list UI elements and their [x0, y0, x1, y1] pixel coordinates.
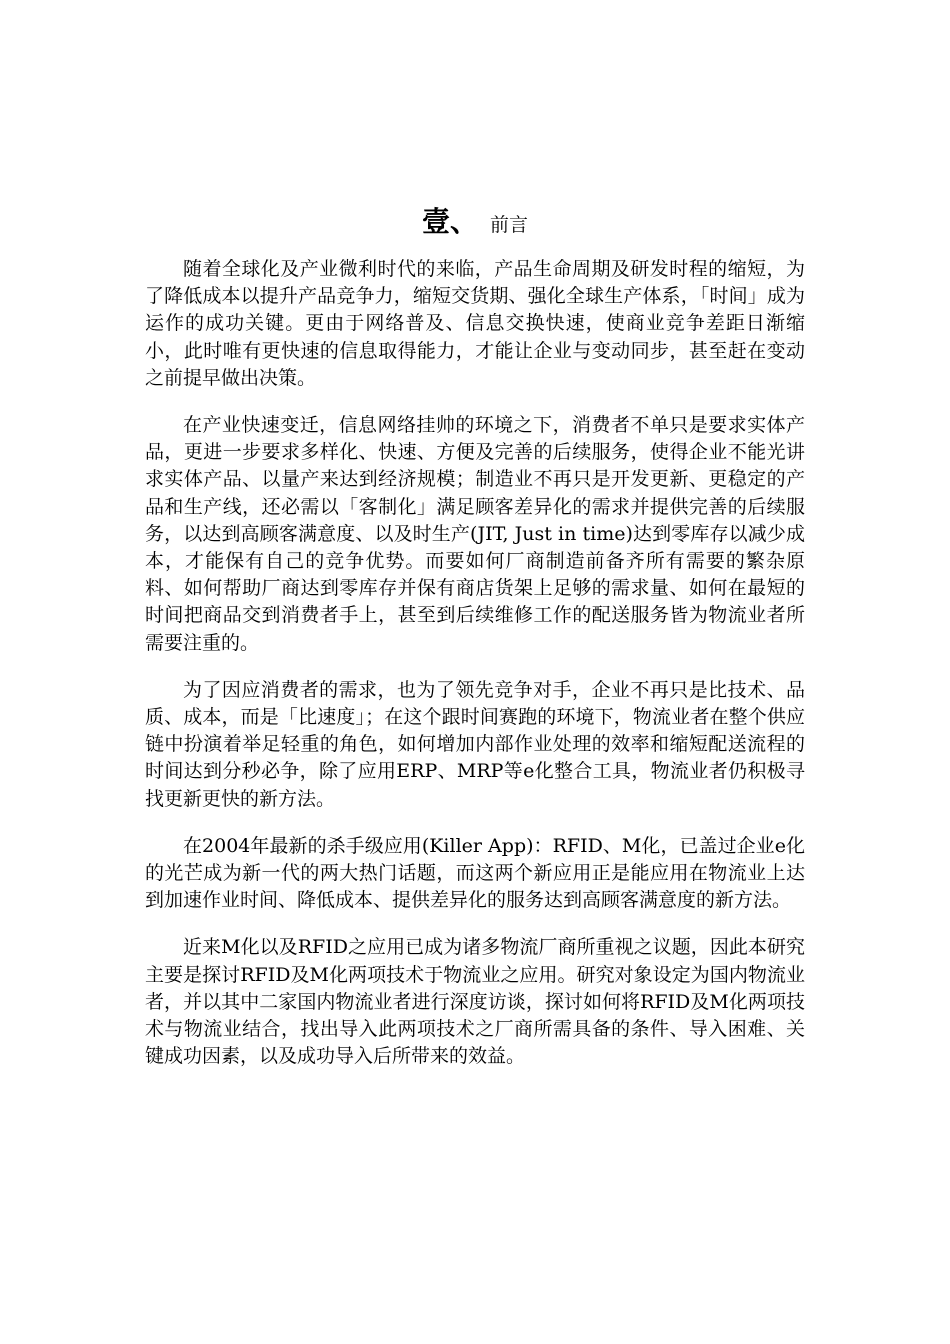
section-number: 壹、 [421, 205, 478, 238]
paragraph-4: 在2004年最新的杀手级应用(Killer App)：RFID、M化，已盖过企业e化的光芒成为新一代的两大热门话题，而这两个新应用正是能应用在物流业上达到加速作业时间、降低成本、提供差异化的服务达到高顾客满意度的新方法。 [145, 834, 805, 912]
section-title: 前言 [490, 214, 529, 236]
paragraph-1: 随着全球化及产业微利时代的来临，产品生命周期及研发时程的缩短，为了降低成本以提升产品竞争力，缩短交货期、强化全球生产体系，「时间」成为运作的成功关键。更由于网络普及、信息交换快速，使商业竞争差距日渐缩小，此时唯有更快速的信息取得能力，才能让企业与变动同步，甚至赶在变动之前提早做出决策。 [145, 258, 805, 389]
paragraph-3: 为了因应消费者的需求，也为了领先竞争对手，企业不再只是比技术、品质、成本，而是「比速度」；在这个跟时间赛跑的环境下，物流业者在整个供应链中扮演着举足轻重的角色，如何增加内部作业处理的效率和缩短配送流程的时间达到分秒必争，除了应用ERP、MRP等e化整合工具，物流业者仍积极寻找更新更快的新方法。 [145, 678, 805, 810]
section-heading [0, 200, 950, 240]
paragraph-5: 近来M化以及RFID之应用已成为诸多物流厂商所重视之议题，因此本研究主要是探讨RFID及M化两项技术于物流业之应用。研究对象设定为国内物流业者，并以其中二家国内物流业者进行深度访谈，探讨如何将RFID及M化两项技术与物流业结合，找出导入此两项技术之厂商所需具备的条件、导入困难、关键成功因素，以及成功导入后所带来的效益。 [145, 936, 805, 1068]
paragraph-2: 在产业快速变迁，信息网络挂帅的环境之下，消费者不单只是要求实体产品，更进一步要求多样化、快速、方便及完善的后续服务，使得企业不能光讲求实体产品、以量产来达到经济规模；制造业不再只是开发更新、更稳定的产品和生产线，还必需以「客制化」满足顾客差异化的需求并提供完善的后续服务，以达到高顾客满意度、以及时生产(JIT, Just in time)达到零库存以减少成本，才能保有自己的竞争优势。而要如何厂商制造前备齐所有需要的繁杂原料、如何帮助厂商达到零库存并保有商店货架上足够的需求量、如何在最短的时间把商品交到消费者手上，甚至到后续维修工作的配送服务皆为物流业者所需要注重的。 [145, 414, 805, 654]
document-body [145, 256, 805, 1090]
